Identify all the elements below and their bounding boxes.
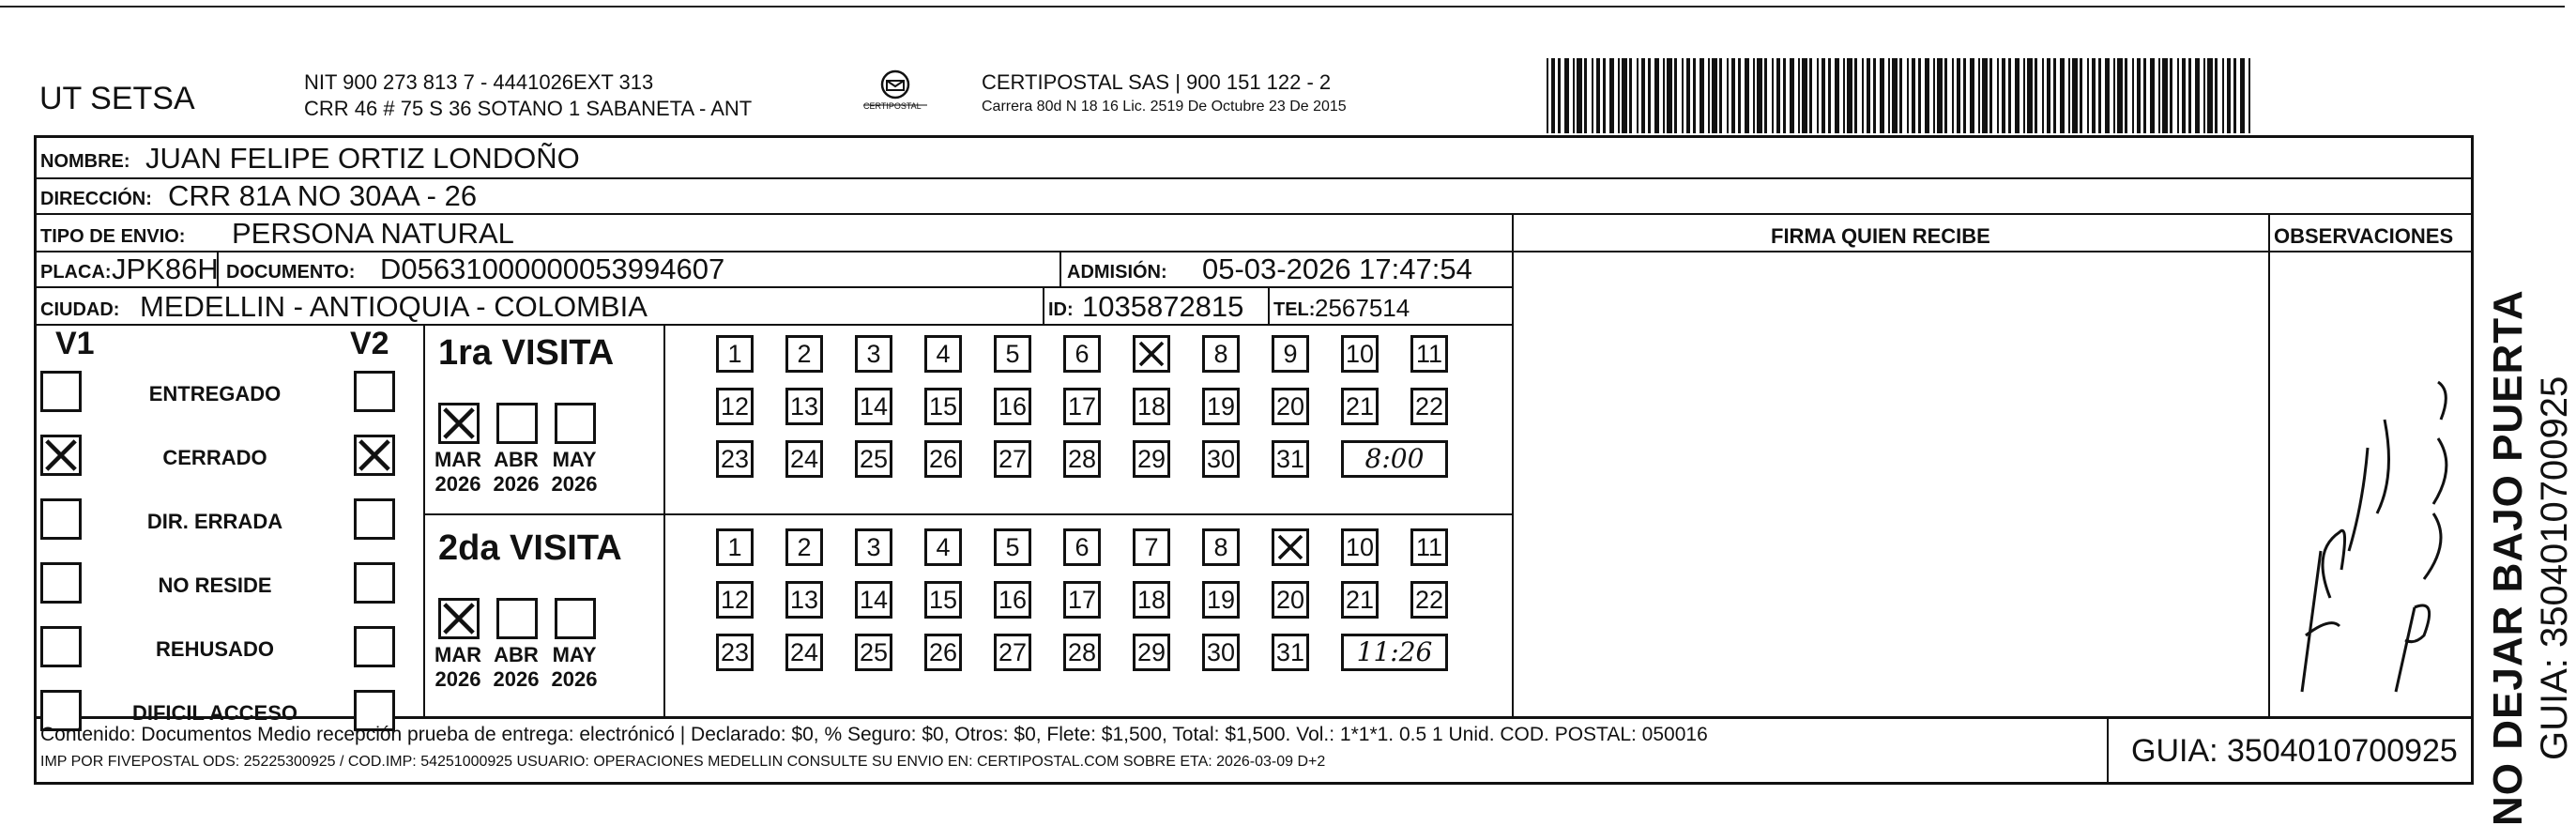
check-mark-icon: [43, 437, 79, 473]
barcode-bar: [2008, 58, 2011, 133]
ciudad-value: MEDELLIN - ANTIOQUIA - COLOMBIA: [140, 290, 648, 323]
barcode-bar: [2087, 58, 2089, 133]
barcode-bar: [2143, 58, 2146, 133]
day-cell[interactable]: 27: [994, 440, 1031, 478]
rule: [1512, 251, 2471, 252]
day-cell[interactable]: 19: [1202, 581, 1240, 619]
barcode-bar: [1862, 58, 1864, 133]
v1-checkbox[interactable]: [40, 371, 82, 412]
barcode-bar: [1918, 58, 1921, 133]
day-cell[interactable]: 5: [994, 528, 1031, 566]
barcode-bar: [2170, 58, 2172, 133]
barcode-bar: [1686, 58, 1690, 133]
month-label: [429, 643, 487, 692]
barcode-bar: [1663, 58, 1665, 133]
day-cell[interactable]: 1: [716, 335, 754, 373]
v1-checkbox[interactable]: [40, 626, 82, 667]
check-mark-icon: [357, 437, 392, 473]
v2-checkbox[interactable]: [354, 562, 395, 604]
barcode-bar: [2158, 58, 2160, 133]
rule: [1268, 286, 1270, 324]
status-label: DIR. ERRADA: [146, 510, 283, 533]
barcode-bar: [2092, 58, 2096, 133]
barcode-bar: [1809, 58, 1812, 133]
month-year: 2026: [551, 667, 598, 691]
status-label: CERRADO: [162, 446, 267, 469]
day-cell[interactable]: 1: [716, 528, 754, 566]
barcode-bar: [1783, 58, 1786, 133]
barcode-bar: [1899, 58, 1902, 133]
barcode-bar: [1551, 58, 1555, 133]
day-cell[interactable]: 2: [785, 528, 823, 566]
barcode-bar: [1952, 58, 1954, 133]
rule: [2268, 213, 2270, 716]
barcode-bar: [1719, 58, 1722, 133]
v2-checkbox[interactable]: [354, 626, 395, 667]
day-cell[interactable]: 15: [924, 581, 962, 619]
day-cell[interactable]: 5: [994, 335, 1031, 373]
license-line: Carrera 80d N 18 16 Lic. 2519 De Octubre 23 De 2015: [982, 99, 1347, 115]
day-cell[interactable]: 25: [855, 634, 892, 671]
company-info: [304, 69, 752, 122]
barcode-bar: [2150, 58, 2155, 133]
barcode-bar: [1682, 58, 1684, 133]
barcode-bar: [1817, 58, 1819, 133]
barcode-bar: [2098, 58, 2101, 133]
month-checkbox[interactable]: [438, 598, 480, 639]
v1-checkbox[interactable]: [40, 435, 82, 476]
placa-value: JPK86H: [112, 252, 219, 285]
barcode-bar: [1674, 58, 1677, 133]
barcode-bar: [1937, 58, 1943, 133]
barcode-bar: [2105, 58, 2110, 133]
barcode-bar: [2080, 58, 2082, 133]
day-cell[interactable]: 15: [924, 388, 962, 425]
rule: [1512, 213, 1514, 716]
barcode-bar: [1944, 58, 1947, 133]
barcode-bar: [1802, 58, 1807, 133]
tipo-envio-value: PERSONA NATURAL: [232, 217, 514, 250]
day-cell[interactable]: 31: [1272, 634, 1309, 671]
month-name: MAY: [552, 643, 597, 666]
day-cell[interactable]: 31: [1272, 440, 1309, 478]
barcode-bar: [2222, 58, 2224, 133]
rule: [37, 716, 2471, 719]
day-cell[interactable]: 8: [1202, 528, 1240, 566]
month-checkbox[interactable]: [438, 403, 480, 444]
barcode-bar: [2047, 58, 2050, 133]
barcode-bar: [1596, 58, 1600, 133]
barcode: [1547, 58, 2252, 133]
barcode-bar: [2240, 58, 2245, 133]
print-info-line: IMP POR FIVEPOSTAL ODS: 25225300925 / COD.IMP: 54251000925 USUARIO: OPERACIONES MEDELLIN CONSULTE SU ENVIO EN: CERTIPOSTAL.COM SOBRE ETA: 2026-03-09 D+2: [40, 754, 1326, 770]
direccion-label: DIRECCIÓN:: [40, 189, 152, 209]
barcode-bar: [1577, 58, 1582, 133]
nit-line: NIT 900 273 813 7 - 4441026EXT 313: [304, 70, 654, 94]
barcode-bar: [1997, 58, 1999, 133]
status-label: NO RESIDE: [158, 574, 272, 597]
barcode-bar: [2125, 58, 2127, 133]
barcode-bar: [1547, 58, 1548, 133]
barcode-bar: [1558, 58, 1561, 133]
day-cell[interactable]: 13: [785, 388, 823, 425]
day-cell[interactable]: 18: [1133, 388, 1170, 425]
day-cell[interactable]: 16: [994, 581, 1031, 619]
barcode-bar: [2002, 58, 2005, 133]
day-cell[interactable]: 28: [1063, 634, 1101, 671]
month-name: MAR: [434, 643, 482, 666]
day-cell[interactable]: 23: [716, 440, 754, 478]
month-year: 2026: [434, 667, 481, 691]
id-label: ID:: [1048, 299, 1074, 320]
barcode-bar: [2113, 58, 2115, 133]
top-rule: [0, 6, 2565, 8]
rule: [423, 324, 425, 716]
day-cell[interactable]: 16: [994, 388, 1031, 425]
barcode-bar: [1873, 58, 1876, 133]
barcode-bar: [1667, 58, 1672, 133]
certipostal-logo: [856, 68, 935, 124]
barcode-bar: [2227, 58, 2231, 133]
barcode-bar: [1907, 58, 1909, 133]
check-mark-icon: [441, 601, 477, 636]
day-cell[interactable]: 14: [855, 388, 892, 425]
day-cell[interactable]: 22: [1410, 388, 1448, 425]
barcode-bar: [1712, 58, 1717, 133]
barcode-bar: [1584, 58, 1587, 133]
month-name: MAY: [552, 448, 597, 471]
day-cell[interactable]: 10: [1341, 528, 1379, 566]
barcode-bar: [1764, 58, 1767, 133]
month-year: 2026: [493, 472, 540, 496]
day-cell[interactable]: 20: [1272, 581, 1309, 619]
contents-line: Contenido: Documentos Medio recepción prueba de entrega: electrónicó | Declarado: $0, % Seguro: $0, Otros: $0, Flete: $1,500, Total: $1,500. Vol.: 1*1*1. 0.5 1 Unid. COD. POSTAL: 050016: [40, 724, 1708, 745]
month-label: [487, 448, 545, 497]
barcode-bar: [1888, 58, 1890, 133]
barcode-bar: [2203, 58, 2205, 133]
handwritten-time: 11:26: [1341, 634, 1448, 671]
barcode-bar: [1753, 58, 1755, 133]
month-checkbox[interactable]: [496, 598, 538, 639]
day-cell[interactable]: 6: [1063, 528, 1101, 566]
barcode-bar: [2137, 58, 2141, 133]
day-cell[interactable]: 26: [924, 634, 962, 671]
day-cell[interactable]: 26: [924, 440, 962, 478]
rule: [37, 324, 1512, 326]
month-checkbox[interactable]: [496, 403, 538, 444]
first-visit-title: 1ra VISITA: [438, 333, 615, 373]
barcode-bar: [1727, 58, 1729, 133]
barcode-bar: [1745, 58, 1749, 133]
day-cell[interactable]: 6: [1063, 335, 1101, 373]
barcode-bar: [1925, 58, 1929, 133]
status-label: ENTREGADO: [148, 382, 282, 405]
barcode-bar: [2015, 58, 2020, 133]
barcode-bar: [1637, 58, 1639, 133]
barcode-bar: [2117, 58, 2123, 133]
day-cell[interactable]: 14: [855, 581, 892, 619]
v2-checkbox[interactable]: [354, 435, 395, 476]
day-cell[interactable]: 23: [716, 634, 754, 671]
barcode-bar: [2182, 58, 2186, 133]
barcode-bar: [1854, 58, 1857, 133]
barcode-bar: [1821, 58, 1825, 133]
day-cell[interactable]: 19: [1202, 388, 1240, 425]
carrier-info: [982, 69, 1347, 118]
barcode-bar: [2188, 58, 2191, 133]
barcode-bar: [1933, 58, 1935, 133]
barcode-bar: [2027, 58, 2033, 133]
direccion-value: CRR 81A NO 30AA - 26: [168, 179, 478, 212]
placa-label: PLACA:: [40, 262, 112, 283]
rule: [37, 286, 1512, 288]
month-label: [429, 448, 487, 497]
barcode-bar: [1970, 58, 1974, 133]
barcode-bar: [1912, 58, 1915, 133]
day-cell[interactable]: 2: [785, 335, 823, 373]
barcode-bar: [2060, 58, 2065, 133]
barcode-bar: [1731, 58, 1735, 133]
month-name: MAR: [434, 448, 482, 471]
barcode-bar: [1772, 58, 1774, 133]
barcode-bar: [1828, 58, 1831, 133]
barcode-bar: [1835, 58, 1839, 133]
day-cell[interactable]: 12: [716, 581, 754, 619]
barcode-bar: [1776, 58, 1780, 133]
guide-form: [34, 135, 2474, 785]
barcode-bar: [1648, 58, 1651, 133]
day-cell[interactable]: 11: [1410, 528, 1448, 566]
status-label: DIFICIL ACCESO: [131, 701, 297, 725]
barcode-bar: [1957, 58, 1960, 133]
barcode-bar: [2042, 58, 2044, 133]
rule: [663, 324, 665, 716]
barcode-bar: [1798, 58, 1800, 133]
nombre-label: NOMBRE:: [40, 151, 130, 172]
barcode-bar: [1641, 58, 1645, 133]
barcode-bar: [1618, 58, 1620, 133]
day-cell[interactable]: 3: [855, 335, 892, 373]
barcode-bar: [1629, 58, 1632, 133]
barcode-bar: [1867, 58, 1870, 133]
barcode-bar: [1693, 58, 1696, 133]
day-cell[interactable]: [1133, 335, 1170, 373]
day-cell[interactable]: 11: [1410, 335, 1448, 373]
nombre-value: JUAN FELIPE ORTIZ LONDOÑO: [145, 142, 580, 175]
barcode-bar: [2162, 58, 2168, 133]
barcode-bar: [2035, 58, 2037, 133]
day-cell[interactable]: 4: [924, 528, 962, 566]
company-name: UT SETSA: [39, 81, 195, 116]
barcode-bar: [2132, 58, 2134, 133]
barcode-bar: [1609, 58, 1614, 133]
barcode-bar: [1978, 58, 1980, 133]
ciudad-label: CIUDAD:: [40, 299, 120, 320]
month-label: [545, 643, 603, 692]
rule: [423, 513, 1512, 515]
day-cell[interactable]: 24: [785, 440, 823, 478]
day-cell[interactable]: 7: [1133, 528, 1170, 566]
barcode-bar: [2195, 58, 2200, 133]
day-cell[interactable]: [1272, 528, 1309, 566]
observaciones-header: OBSERVACIONES: [2274, 224, 2454, 248]
barcode-bar: [2215, 58, 2218, 133]
logo-text: CERTIPOSTAL: [863, 101, 922, 111]
barcode-bar: [1654, 58, 1659, 133]
guia-number: GUIA: 3504010700925: [2131, 733, 2458, 769]
month-label: [545, 448, 603, 497]
barcode-bar: [2053, 58, 2056, 133]
v1-checkbox[interactable]: [40, 498, 82, 540]
admision-label: ADMISIÓN:: [1067, 262, 1167, 283]
barcode-bar: [2023, 58, 2025, 133]
barcode-bar: [1622, 58, 1627, 133]
day-cell[interactable]: 25: [855, 440, 892, 478]
day-cell[interactable]: 20: [1272, 388, 1309, 425]
rule: [1059, 251, 1061, 286]
day-cell[interactable]: 29: [1133, 440, 1170, 478]
day-cell[interactable]: 29: [1133, 634, 1170, 671]
documento-label: DOCUMENTO:: [226, 262, 356, 283]
rule: [2107, 716, 2109, 782]
barcode-bar: [1757, 58, 1762, 133]
month-year: 2026: [551, 472, 598, 496]
v1-checkbox[interactable]: [40, 562, 82, 604]
day-cell[interactable]: 24: [785, 634, 823, 671]
day-cell[interactable]: 21: [1341, 388, 1379, 425]
v1-header: V1: [55, 326, 95, 361]
rule: [37, 213, 2471, 215]
barcode-bar: [1963, 58, 1966, 133]
day-cell[interactable]: 17: [1063, 581, 1101, 619]
firma-header: FIRMA QUIEN RECIBE: [1771, 224, 1990, 248]
barcode-bar: [1708, 58, 1710, 133]
v2-checkbox[interactable]: [354, 498, 395, 540]
second-visit-title: 2da VISITA: [438, 528, 622, 568]
barcode-bar: [1989, 58, 1992, 133]
month-year: 2026: [493, 667, 540, 691]
day-cell[interactable]: 21: [1341, 581, 1379, 619]
barcode-bar: [2233, 58, 2236, 133]
handwritten-observations: [2274, 363, 2462, 701]
month-checkbox[interactable]: [555, 403, 596, 444]
rule: [1043, 286, 1044, 324]
barcode-bar: [2177, 58, 2179, 133]
day-cell[interactable]: 4: [924, 335, 962, 373]
month-year: 2026: [434, 472, 481, 496]
handwritten-time: 8:00: [1341, 440, 1448, 478]
envelope-icon: [856, 68, 935, 124]
tel-value: 2567514: [1315, 294, 1410, 322]
day-cell[interactable]: 8: [1202, 335, 1240, 373]
barcode-bar: [1843, 58, 1845, 133]
barcode-bar: [1982, 58, 1988, 133]
v2-checkbox[interactable]: [354, 371, 395, 412]
month-label: [487, 643, 545, 692]
barcode-bar: [2248, 58, 2250, 133]
barcode-bar: [1892, 58, 1898, 133]
day-cell[interactable]: 30: [1202, 440, 1240, 478]
day-cell[interactable]: 17: [1063, 388, 1101, 425]
admision-value: 05-03-2026 17:47:54: [1202, 252, 1472, 285]
barcode-bar: [2207, 58, 2213, 133]
barcode-bar: [1592, 58, 1593, 133]
day-cell[interactable]: 30: [1202, 634, 1240, 671]
check-mark-icon: [1137, 340, 1166, 368]
status-label: REHUSADO: [156, 637, 274, 661]
tipo-envio-label: TIPO DE ENVIO:: [40, 226, 186, 247]
barcode-bar: [1880, 58, 1884, 133]
barcode-bar: [1603, 58, 1606, 133]
day-cell[interactable]: 13: [785, 581, 823, 619]
check-mark-icon: [441, 405, 477, 441]
barcode-bar: [2068, 58, 2070, 133]
day-cell[interactable]: 10: [1341, 335, 1379, 373]
barcode-bar: [1564, 58, 1569, 133]
month-name: ABR: [494, 448, 539, 471]
day-cell[interactable]: 9: [1272, 335, 1309, 373]
carrier-line: CERTIPOSTAL SAS | 900 151 122 - 2: [982, 70, 1332, 94]
tel-label: TEL:: [1273, 299, 1316, 320]
barcode-bar: [1738, 58, 1741, 133]
barcode-bar: [1700, 58, 1704, 133]
barcode-bar: [1573, 58, 1575, 133]
warning-vertical: NO DEJAR BAJO PUERTA: [2485, 289, 2531, 826]
month-name: ABR: [494, 643, 539, 666]
guia-vertical: GUIA: 3504010700925: [2534, 375, 2575, 760]
day-cell[interactable]: 22: [1410, 581, 1448, 619]
day-cell[interactable]: 28: [1063, 440, 1101, 478]
check-mark-icon: [1276, 533, 1304, 561]
documento-value: D05631000000053994607: [380, 252, 725, 285]
month-checkbox[interactable]: [555, 598, 596, 639]
day-cell[interactable]: 18: [1133, 581, 1170, 619]
address-line: CRR 46 # 75 S 36 SOTANO 1 SABANETA - ANT: [304, 97, 753, 120]
barcode-bar: [1847, 58, 1852, 133]
day-cell[interactable]: 27: [994, 634, 1031, 671]
day-cell[interactable]: 3: [855, 528, 892, 566]
id-value: 1035872815: [1082, 290, 1244, 323]
barcode-bar: [1790, 58, 1794, 133]
v2-header: V2: [350, 326, 389, 361]
day-cell[interactable]: 12: [716, 388, 754, 425]
barcode-bar: [2072, 58, 2078, 133]
